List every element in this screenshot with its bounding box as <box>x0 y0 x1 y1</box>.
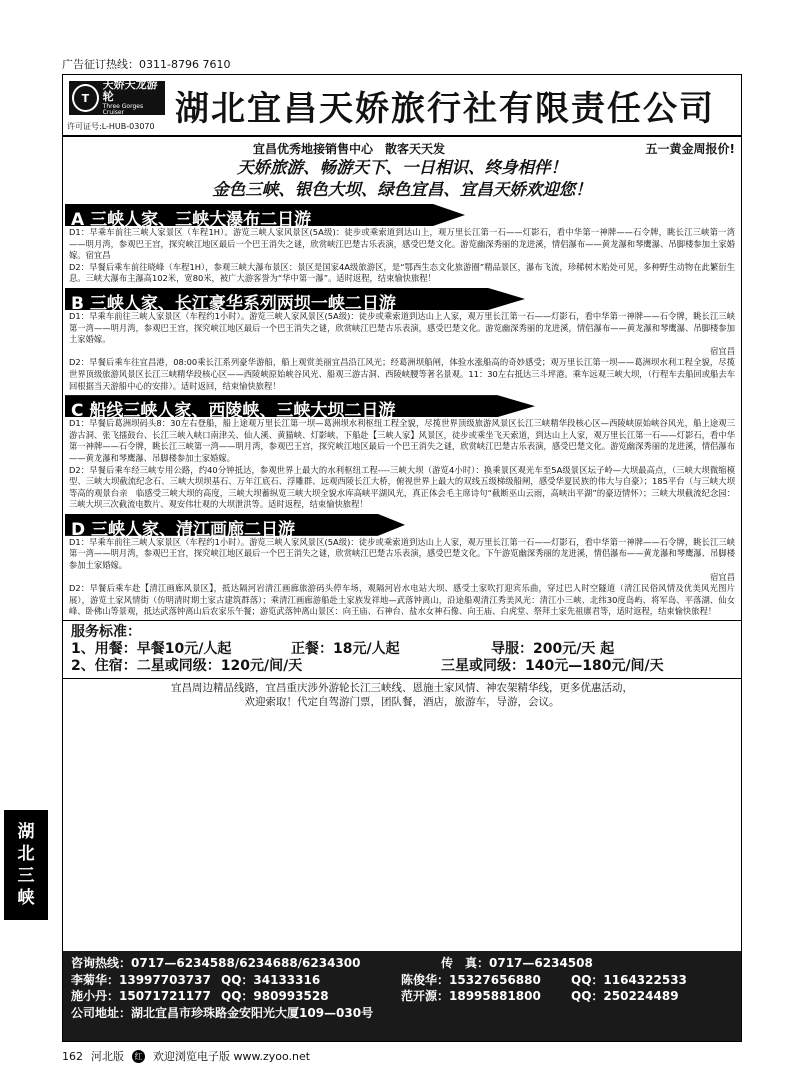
service-main-meal: 正餐：18元/人起 <box>291 641 400 658</box>
service-hotel-3star: 三星或同级：140元—180元/间/天 <box>441 658 664 675</box>
slogan-line-2: 金色三峡、银色大坝、绿色宜昌、宜昌天娇欢迎您！ <box>212 180 592 199</box>
edition-label: 河北版 <box>91 1050 124 1063</box>
contact-person-1: 李菊华：13997703737 <box>71 972 211 987</box>
section-a-body <box>63 226 741 285</box>
contact-block <box>63 951 741 1041</box>
region-char-4: 峡 <box>17 888 35 908</box>
header <box>63 75 741 137</box>
section-b-day2: D2：早餐后乘车往宜昌港，08:00乘长江系列豪华游船，船上观赏美丽宜昌沿江风光；经葛洲坝船闸，体验水涨船高的奇妙感受；观万里长江第一坝——葛洲坝水利工程全貌，尽揽世界顶级旅游风景区长江三峡精华段核心区——西陵峡原始峡谷风光、船观三游古洞、西陵峡腰等著名景观。11：30左右抵达三斗坪港。乘车远观三峡大坝，（行程车去船回或船去车回根据当天游船中心的安排）。适时返回，结束愉快旅程！ <box>69 357 735 391</box>
region-char-3: 三 <box>17 866 35 886</box>
subline <box>63 137 741 157</box>
section-b-stay: 宿宜昌 <box>710 345 735 356</box>
contact-person-2-qq: QQ：1164322533 <box>571 972 687 987</box>
contact-hotline: 咨询热线：0717—6234588/6234688/6234300 <box>71 956 361 970</box>
ad-hotline: 广告征订热线：0311-8796 7610 <box>62 58 231 71</box>
service-standards <box>63 620 741 679</box>
section-a-header <box>63 204 741 230</box>
section-a-title: A 三峡人家、三峡大瀑布二日游 <box>71 210 312 230</box>
subline-center: 宜昌优秀地接销售中心 散客天天发 <box>253 142 446 156</box>
service-hotel-2star: 2、住宿：二星或同级：120元/间/天 <box>71 658 303 675</box>
slogan-line-1: 天娇旅游、畅游天下、一日相识、终身相伴！ <box>237 158 567 177</box>
section-c-header <box>63 395 741 422</box>
section-d-title: D 三峡人家、清江画廊二日游 <box>71 519 296 540</box>
contact-fax: 传 真：0717—6234508 <box>441 956 593 970</box>
logo-en: Three Gorges Cruiser <box>102 102 144 117</box>
extra-info <box>63 679 741 711</box>
slogan <box>63 157 741 201</box>
website-link[interactable]: 欢迎浏览电子版 www.zyoo.net <box>153 1050 311 1063</box>
section-b-title: B 三峡人家、长江豪华系列两坝一峡二日游 <box>71 293 396 314</box>
company-name: 湖北宜昌天娇旅行社有限责任公司 <box>175 89 715 129</box>
ad-frame <box>62 74 742 1042</box>
region-char-1: 湖 <box>17 822 35 842</box>
contact-person-4: 范开源：18995881800 <box>401 989 541 1003</box>
section-d-stay: 宿宜昌 <box>710 571 735 582</box>
extra-line-1: 宜昌周边精品线路，宜昌重庆涉外游轮长江三峡线、恩施土家风情、神农架精华线，更多优惠活动， <box>171 682 633 695</box>
section-a-day1: D1：早乘车前往三峡人家景区（车程1H）。游览三峡人家风景区(5A级)：徒步或乘索道到达山上，观万里长江第一石——灯影石，看中华第一神牌——石令牌，眺长江三峡第一湾——明月湾，参观巴王宫，探究峡江地区最后一个巴王消失之谜，欣赏峡江巴楚古乐表演，感受巴楚文化。游览幽深秀丽的龙进溪，情侣瀑布——黄龙瀑和琴鹰瀑、吊脚楼参加土家婚嫁。宿宜昌 <box>69 227 735 261</box>
page-number: 162 <box>62 1049 83 1063</box>
contact-person-3: 施小丹：15071721177 <box>71 989 211 1003</box>
contact-person-2: 陈俊华：15327656880 <box>401 972 541 987</box>
section-c-day1: D1：早餐后葛洲坝码头8：30左右登船，船上途观万里长江第一坝—葛洲坝水利枢纽工程全貌，尽揽世界顶级旅游风景区长江三峡精华段核心区—西陵峡原始峡谷风光，船上途观三游古洞、张飞擂鼓台、长江三峡入峡口南津关、仙人溪、黄猫峡、灯影峡、下船赴【三峡人家】风景区，徒步或乘坐飞天索道，到达山上人家，观万里长江第一石——灯影石，看中华第一神牌——石令牌，眺长江三峡第一湾——明月湾，参观巴王宫，探究峡江地区最后一个巴王消失之谜，欣赏峡江巴楚古乐表演，感受巴楚文化。游览幽深秀丽的龙进溪，情侣瀑布——黄龙瀑和琴鹰瀑、吊脚楼参加土家婚嫁。 <box>69 418 735 463</box>
red-circle-icon: 红 <box>132 1050 145 1063</box>
service-title: 服务标准： <box>71 624 141 641</box>
section-d-header <box>63 514 741 540</box>
subline-right: 五一黄金周报价! <box>645 142 735 156</box>
service-guide: 导服：200元/天 起 <box>491 641 615 658</box>
section-b-body <box>63 310 741 392</box>
region-tab <box>4 810 48 920</box>
extra-line-2: 欢迎索取！代定自驾游门票，团队餐，酒店，旅游车，导游，会议。 <box>244 696 560 709</box>
section-c-day2: D2：早餐后乘车经三峡专用公路，约40分钟抵达，参观世界上最大的水利枢纽工程----三峡大坝（游览4小时）：换乘景区观光车至5A级景区坛子岭—大坝最高点，（三峡大坝微缩模型、三峡大坝截流纪念石、三峡大坝坝基石、万年江底石、浮雕群、远观西陵长江大桥，俯视世界上最大的双线五级梯级船闸，感受华夏民族的伟大与自豪）；185平台（与三峡大坝等高的观景台亲 临感受三峡大坝的高度，三峡大坝蓄纵览三峡大坝全貌水库高峡平湖风光，真正体会毛主席诗句“截断巫山云雨，高峡出平湖”的豪迈情怀）；三峡大坝截流纪念园：三峡大坝三次截流电数片、观安伟壮观的大坝泄洪等。适时返程，结束愉快旅程！ <box>69 464 735 510</box>
contact-person-1-qq: QQ：34133316 <box>221 972 321 987</box>
contact-person-4-qq: QQ：250224489 <box>571 989 679 1003</box>
contact-address: 公司地址：湖北宜昌市珍珠路金安阳光大厦109—030号 <box>71 1005 374 1020</box>
contact-person-3-qq: QQ：980993528 <box>221 989 329 1003</box>
logo-mark-icon: T <box>72 84 99 112</box>
section-b-header <box>63 288 741 314</box>
section-d-day2: D2：早餐后乘车赴【清江画廊风景区】，抵达隔河岩清江画廊旅游码头停车场，观隔河岩水电站大坝、感受土家吹打迎宾乐曲，穿过巴人时空隧道（清江民俗风情及优美风光图片展），游览土家风情街（仿明清时期土家古建筑群落）；乘清江画廊游船赴土家族发祥地—武落钟离山，沿途船观清江秀美风光：清江小三峡、北纬30度岛屿、将军岛、平落湖、仙女峰、卧佛山等景观，抵达武落钟离山后农家乐午餐；游览武落钟离山景区：向王庙、石神台、盐水女神石像、向王庙、白虎堂、祭拜土家先祖廪君等，适时返程，结束愉快旅程！ <box>69 583 735 617</box>
section-c-title: C 船线三峡人家、西陵峡、三峡大坝二日游 <box>71 401 396 422</box>
logo-cn: 天娇天龙游轮 <box>102 78 158 104</box>
license-number: 许可证号:L-HUB-03070 <box>67 122 155 131</box>
service-meals: 1、用餐：早餐10元/人起 <box>71 641 232 658</box>
logo <box>69 78 165 117</box>
footer <box>62 1048 310 1064</box>
section-d-body <box>63 536 741 618</box>
section-c-body <box>63 417 741 511</box>
section-a-day2: D2：早餐后乘车前往晓峰（车程1H），参观三峡大瀑布景区：景区是国家4A级旅游区，是“鄂西生态文化旅游圈”精品景区，瀑布飞流，珍稀树木贻处可见，多种野生动物在此繁衍生息。三峡大瀑布主瀑高102米，宽80米，被广大游客誉为“华中第一瀑”。适时返程，结束愉快旅程！ <box>69 261 735 284</box>
section-d-day1: D1：早乘车前往三峡人家景区（车程约1小时）。游览三峡人家风景区(5A级)：徒步或乘索道到达山上人家，观万里长江第一石——灯影石，看中华第一神牌——石令牌，眺长江三峡第一湾——明月湾，参观巴王宫，探究峡江地区最后一个巴王消失之谜，欣赏峡江巴楚古乐表演，感受巴楚文化。下午游览幽深秀丽的龙进溪，情侣瀑布——黄龙瀑和琴鹰瀑、吊脚楼参加土家婚嫁。 <box>69 536 735 571</box>
region-char-2: 北 <box>17 844 35 864</box>
section-b-day1: D1：早乘车前往三峡人家景区（车程约1小时）。游览三峡人家风景区(5A级)：徒步或乘索道到达山上人家，观万里长江第一石——灯影石，看中华第一神牌——石令牌，眺长江三峡第一湾——明月湾，参观巴王宫，探究峡江地区最后一个巴王消失之谜，欣赏峡江巴楚古乐表演，感受巴楚文化。游览幽深秀丽的龙进溪，情侣瀑布——黄龙瀑和琴鹰瀑、吊脚楼参加土家婚嫁。 <box>69 310 735 345</box>
